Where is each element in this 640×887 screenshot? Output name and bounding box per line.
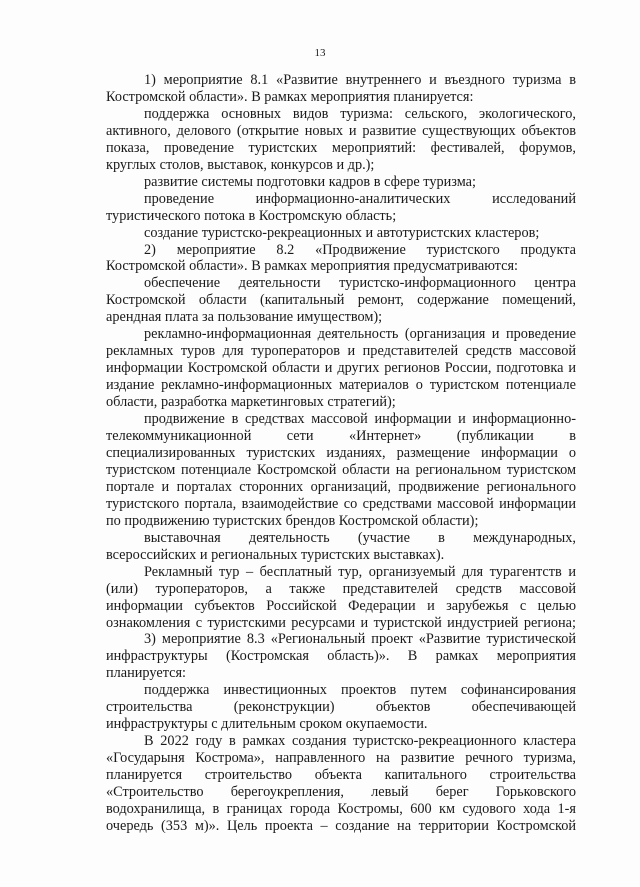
text-line: Костромской области». В рамках мероприятия планируется: [106, 88, 474, 105]
text-line: «Государыня Кострома», направленного на развитие речного туризма, [106, 750, 576, 767]
text-line: создание туристско-рекреационных и автотуристских кластеров; [144, 224, 540, 241]
text-line: Костромской области (капитальный ремонт, содержание помещений, [106, 292, 576, 309]
text-line: специализированных туристских изданиях, размещение информации о [106, 444, 576, 461]
text-line: планируется: [106, 665, 187, 682]
text-line: рекламных туров для туроператоров и представителей средств массовой [106, 343, 576, 360]
text-line: Костромской области». В рамках мероприятия предусматриваются: [106, 258, 518, 275]
text-line: круглых столов, выставок, конкурсов и др.); [106, 156, 375, 173]
text-line: области, разработка маркетинговых стратегий); [106, 394, 396, 411]
text-line: информации субъектов Российской Федерации и зарубежья с целью [106, 597, 576, 614]
text-line: Рекламный тур – бесплатный тур, организуемый для турагентств и [144, 563, 576, 580]
text-line: проведение информационно-аналитических исследований [144, 190, 576, 207]
text-line: туристического потока в Костромскую область; [106, 207, 397, 224]
text-line: поддержка инвестиционных проектов путем софинансирования [144, 682, 576, 699]
text-line: информации Костромской области и других регионов России, подготовка и [106, 360, 576, 377]
text-line: 3) мероприятие 8.3 «Региональный проект «Развитие туристической [144, 631, 576, 648]
text-line: арендная плата за пользование имуществом); [106, 309, 383, 326]
text-line: всероссийских и региональных туристских выставках). [106, 546, 445, 563]
page-number: 13 [314, 47, 326, 59]
text-line: обеспечение деятельности туристско-информационного центра [144, 275, 576, 292]
text-line: очередь (353 м)». Цель проекта – создание на территории Костромской [106, 817, 576, 834]
document-body [106, 72, 576, 835]
text-line: продвижение в средствах массовой информации и информационно- [144, 411, 576, 428]
text-line: показа, проведение туристских мероприятий: фестивалей, форумов, [106, 139, 576, 156]
text-line: 1) мероприятие 8.1 «Развитие внутреннего и въездного туризма в [144, 72, 576, 88]
text-line: телекоммуникационной сети «Интернет» (публикации в [106, 428, 576, 445]
text-line: рекламно-информационная деятельность (организация и проведение [144, 326, 576, 343]
text-line: туристского портала, взаимодействие со средствами массовой информации [106, 495, 576, 512]
text-line: по продвижению туристских брендов Костромской области); [106, 512, 479, 529]
text-line: В 2022 году в рамках создания туристско-рекреационного кластера [144, 733, 576, 750]
text-line: водохранилища, в границах города Костромы, 600 км судового хода 1-я [106, 800, 576, 817]
text-line: выставочная деятельность (участие в международных, [144, 529, 576, 546]
text-line: 2) мероприятие 8.2 «Продвижение туристского продукта [144, 241, 576, 258]
text-line: инфраструктуры (Костромская область)». В рамках мероприятия [106, 648, 576, 665]
text-line: издание рекламно-информационных материалов о туристском потенциале [106, 377, 576, 394]
text-line: (или) туроператоров, а также представителей средств массовой [106, 580, 576, 597]
text-line: поддержка основных видов туризма: сельского, экологического, [144, 105, 576, 122]
text-line: строительства (реконструкции) объектов обеспечивающей [106, 699, 576, 716]
text-line: планируется строительство объекта капитального строительства [106, 767, 576, 784]
text-line: инфраструктуры с длительным сроком окупаемости. [106, 716, 428, 733]
text-line: «Строительство берегоукрепления, левый берег Горьковского [106, 784, 576, 801]
text-line: ознакомления с туристскими ресурсами и туристской индустрией региона; [106, 614, 576, 631]
text-line: туристском потенциале Костромской области на региональном туристском [106, 461, 576, 478]
text-line: развитие системы подготовки кадров в сфере туризма; [144, 173, 476, 190]
text-line: портале и порталах сторонних организаций, продвижение регионального [106, 478, 576, 495]
text-line: активного, делового (открытие новых и развитие существующих объектов [106, 122, 576, 139]
